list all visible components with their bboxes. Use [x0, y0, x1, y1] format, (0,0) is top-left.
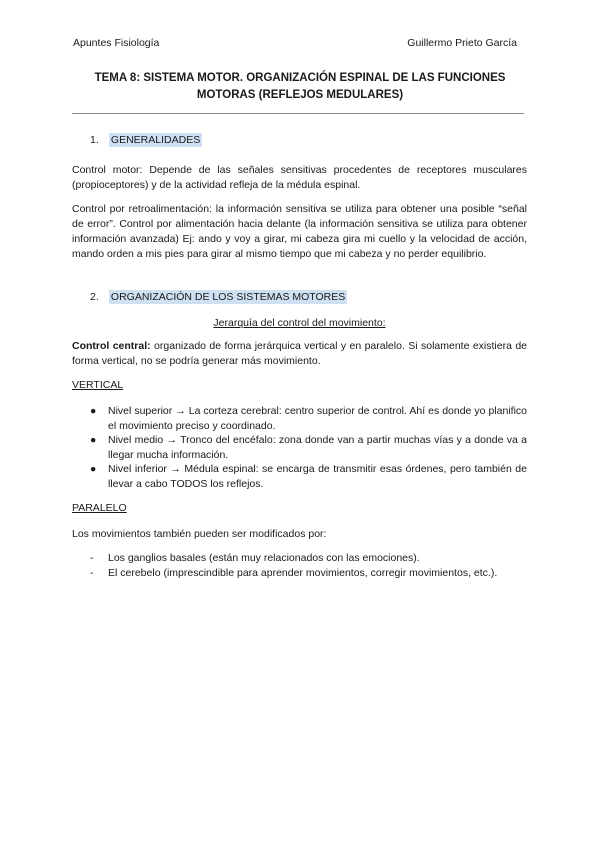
list-item-text: Nivel inferior → Médula espinal: se encarga de transmitir esas órdenes, pero también de llevar a cabo TODOS los reflejos. — [108, 463, 527, 490]
title-line-2: MOTORAS (REFLEJOS MEDULARES) — [196, 89, 404, 101]
section-2-number: 2. — [90, 291, 99, 303]
section-2-title: ORGANIZACIÓN DE LOS SISTEMAS MOTORES — [110, 291, 346, 303]
control-central-label: Control central: — [72, 340, 151, 352]
label-vertical: VERTICAL — [72, 379, 124, 391]
list-item-text: Nivel superior → La corteza cerebral: centro superior de control. Ahí es donde yo planifico el movimiento preciso y coordinado. — [108, 405, 527, 432]
paragraph-paralelo-intro: Los movimientos también pueden ser modificados por: — [72, 528, 327, 540]
vertical-list — [90, 404, 527, 491]
paragraph-control-retroalimentacion: Control por retroalimentación: la información sensitiva se utiliza para obtener una posible “señal de error”. Control por alimentación hacia delante (la información sensitiva se utiliza para obtener información avanzada) Ej: ando y voy a girar, mi cabeza gira mi cuello y la velocidad de acción, mando orden a mis pies para girar al mismo tiempo que mi cabeza y no perder equilibrio. — [72, 203, 527, 260]
paralelo-list — [90, 551, 527, 580]
dash-icon: - — [90, 566, 94, 579]
section-1-heading — [90, 134, 202, 146]
control-central-text: organizado de forma jerárquica vertical y en paralelo. Si solamente existiera de forma vertical, no se podría generar más movimiento. — [72, 340, 527, 367]
dash-icon: - — [90, 552, 94, 564]
list-item — [90, 404, 527, 433]
section-1-title: GENERALIDADES — [110, 134, 201, 146]
paragraph-control-central — [72, 339, 527, 369]
list-item — [90, 462, 527, 491]
subtitle-jerarquia: Jerarquía del control del movimiento: — [213, 317, 386, 329]
bullet-icon: ● — [90, 463, 97, 475]
list-item-text: Nivel medio → Tronco del encéfalo: zona donde van a partir muchas vías y a donde va a llegar mucha información. — [108, 434, 527, 461]
bullet-icon: ● — [90, 434, 97, 446]
paragraph-control-motor: Control motor: Depende de las señales sensitivas procedentes de receptores musculares (propioceptores) y de la actividad refleja de la médula espinal. — [72, 164, 527, 191]
section-2-heading — [90, 291, 347, 303]
header-course-title: Apuntes Fisiología — [73, 37, 160, 49]
list-item — [90, 551, 527, 566]
bullet-icon: ● — [90, 405, 97, 417]
title-line-1: TEMA 8: SISTEMA MOTOR. ORGANIZACIÓN ESPINAL DE LAS FUNCIONES — [94, 72, 506, 84]
title-divider — [72, 113, 524, 114]
list-item — [90, 566, 527, 581]
header-author: Guillermo Prieto García — [407, 37, 517, 49]
list-item — [90, 433, 527, 462]
list-item-text: El cerebelo (imprescindible para aprender movimientos, corregir movimientos, etc.). — [108, 566, 498, 579]
page-title — [70, 70, 530, 104]
label-paralelo: PARALELO — [72, 502, 127, 514]
section-1-number: 1. — [90, 134, 99, 146]
list-item-text: Los ganglios basales (están muy relacionados con las emociones). — [108, 552, 420, 564]
